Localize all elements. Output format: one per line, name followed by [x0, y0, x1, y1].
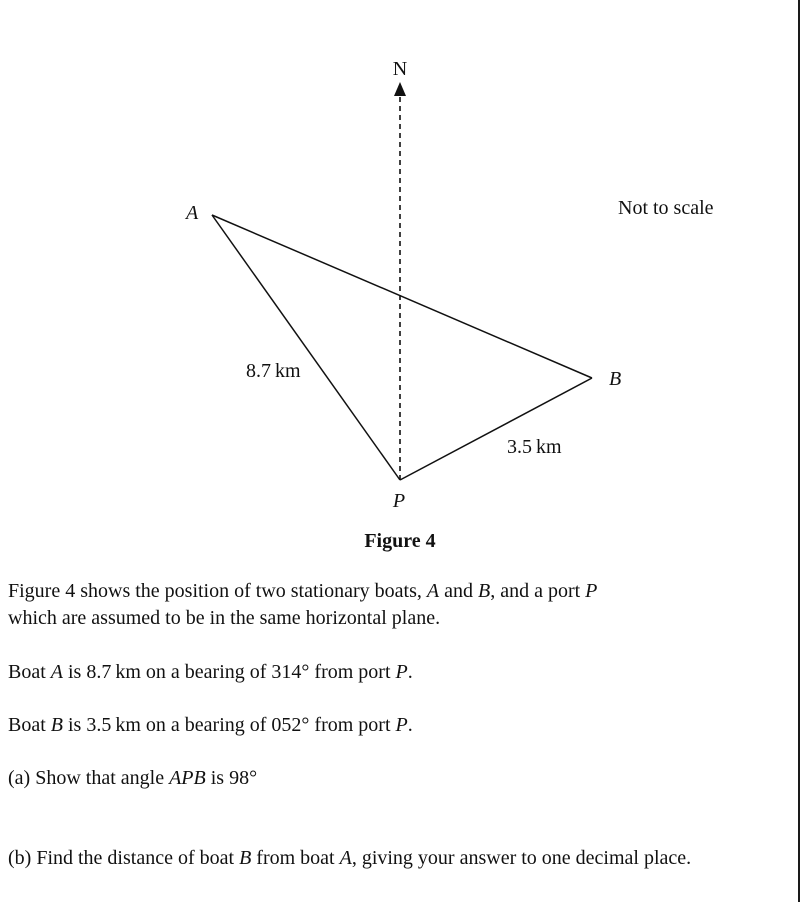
side-pa-label: 8.7 km [246, 360, 301, 382]
point-b-label: B [609, 368, 622, 390]
italic-symbol: A [50, 661, 63, 683]
italic-symbol: B [50, 714, 63, 736]
north-arrow-icon [394, 82, 406, 96]
text-run: , and a port [490, 580, 586, 602]
text-run: . [407, 661, 413, 683]
italic-symbol: P [395, 661, 408, 683]
side-pb [400, 378, 592, 480]
text-run: which are assumed to be in the same horizontal plane. [8, 607, 441, 629]
text-run: Boat [8, 661, 51, 683]
text-run: is 3.5 km on a bearing of 052° from port [63, 714, 396, 736]
italic-symbol: APB [169, 767, 206, 789]
italic-symbol: B [477, 580, 491, 602]
intro-line-2 [8, 605, 440, 631]
side-pb-label: 3.5 km [507, 436, 562, 458]
italic-symbol: A [426, 580, 440, 602]
text-run: is 98° [205, 767, 258, 789]
italic-symbol: B [239, 847, 252, 869]
north-label: N [392, 58, 408, 80]
text-run: (a) Show that angle [8, 767, 170, 789]
point-a-label: A [186, 202, 199, 224]
point-p-label: P [392, 490, 406, 512]
italic-symbol: P [395, 714, 408, 736]
boat-b-statement [8, 712, 413, 738]
text-run: . [407, 714, 413, 736]
text-run: (b) Find the distance of boat [8, 847, 240, 869]
not-to-scale-label: Not to scale [618, 197, 714, 219]
question-part-a [8, 765, 257, 791]
italic-symbol: P [585, 580, 598, 602]
figure-caption: Figure 4 [364, 530, 436, 552]
boat-a-statement [8, 659, 413, 685]
text-run: is 8.7 km on a bearing of 314° from port [63, 661, 396, 683]
question-part-b [8, 845, 691, 871]
text-run: Boat [8, 714, 51, 736]
text-run: and [439, 580, 478, 602]
italic-symbol: A [339, 847, 352, 869]
text-run: Figure 4 shows the position of two stationary boats, [8, 580, 427, 602]
text-run: from boat [251, 847, 340, 869]
text-run: , giving your answer to one decimal place. [351, 847, 692, 869]
intro-line-1 [8, 578, 597, 604]
